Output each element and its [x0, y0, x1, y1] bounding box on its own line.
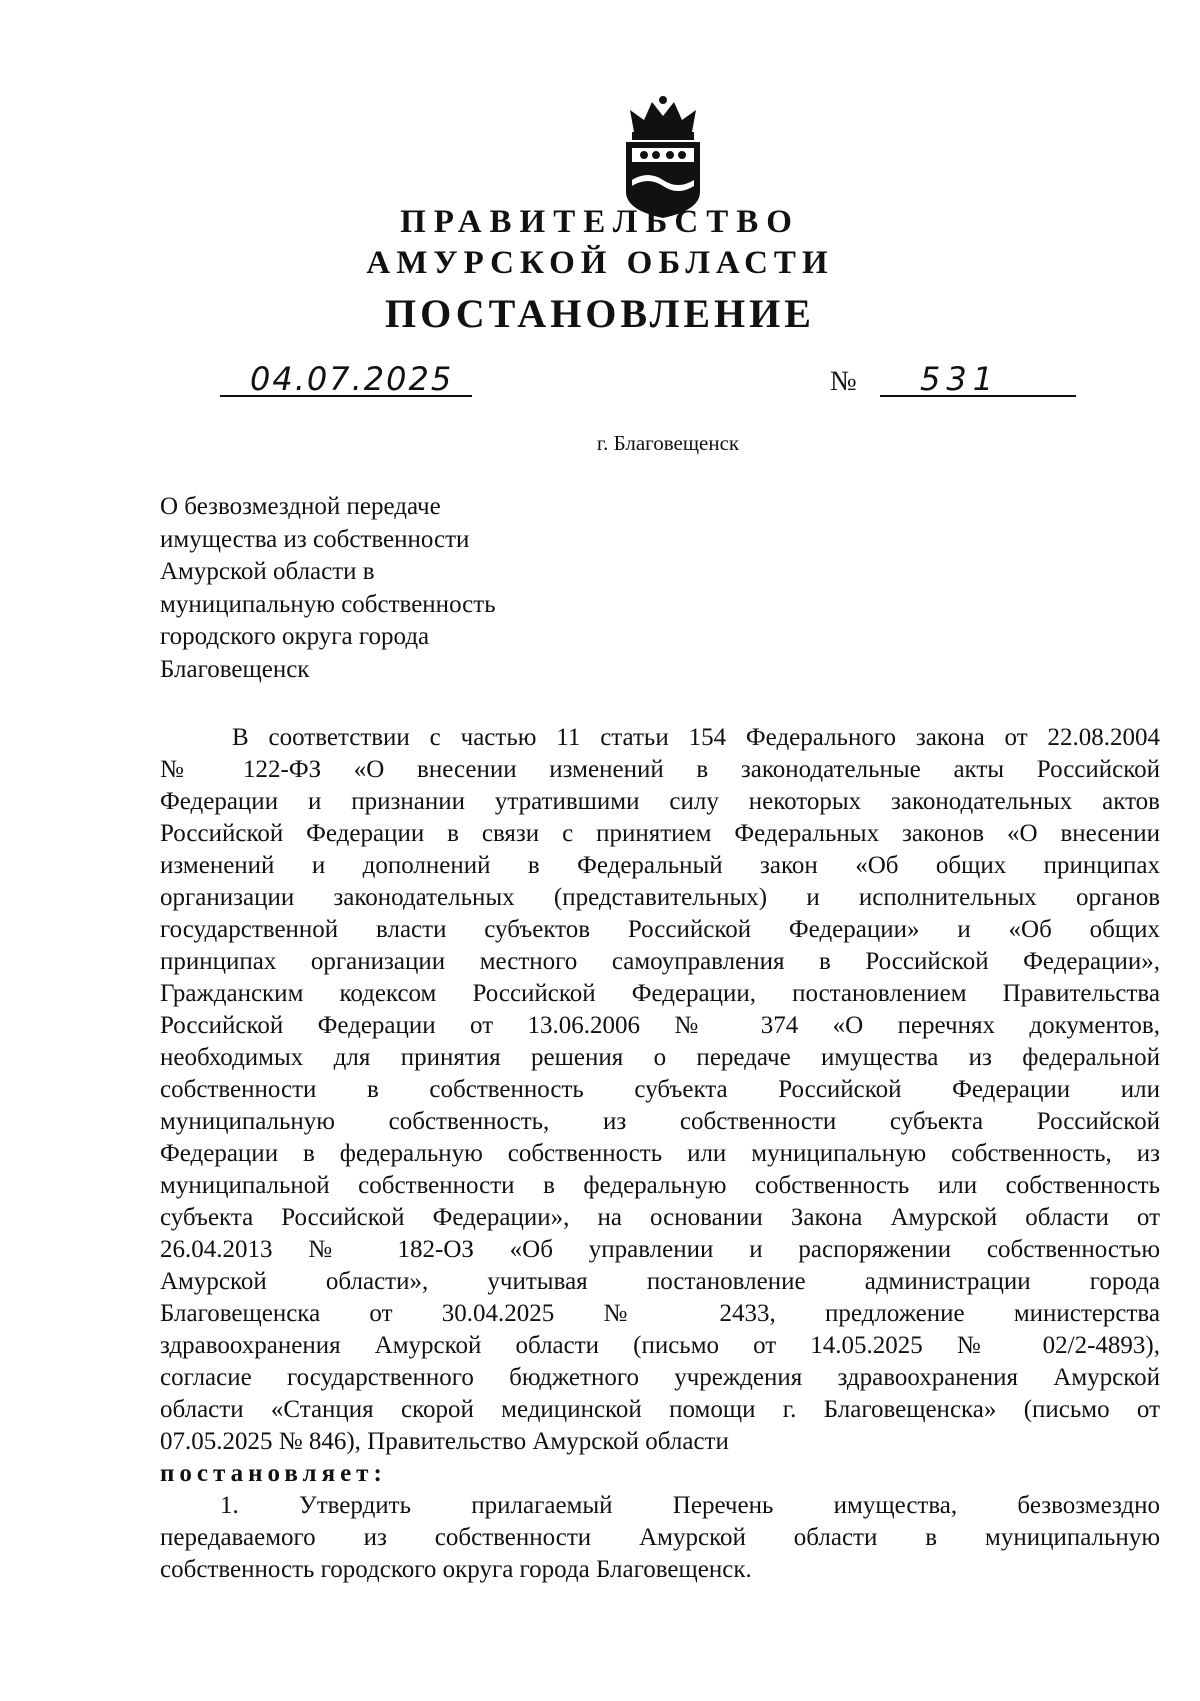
body-line: Российской Федерации от 13.06.2006 № 374 «О перечнях документов,	[160, 1012, 1160, 1039]
body-line: Гражданским кодексом Российской Федерации, постановлением Правительства	[160, 980, 1160, 1007]
number-sign: №	[830, 366, 857, 397]
item-line: передаваемого из собственности Амурской области в муниципальную	[160, 1524, 1160, 1551]
body-line: области «Станция скорой медицинской помощи г. Благовещенска» (письмо от	[160, 1396, 1160, 1423]
body-line: Федерации и признании утратившими силу некоторых законодательных актов	[160, 788, 1160, 815]
subject-line: городского округа города	[160, 623, 430, 650]
body-line: собственности в собственность субъекта Российской Федерации или	[160, 1076, 1160, 1103]
subject-line: Амурской области в	[160, 558, 375, 585]
document-date: 04.07.2025	[250, 360, 454, 398]
date-underline	[220, 395, 472, 397]
body-line: № 122-ФЗ «О внесении изменений в законодательные акты Российской	[160, 756, 1160, 783]
body-line: Благовещенска от 30.04.2025 № 2433, предложение министерства	[160, 1300, 1160, 1327]
body-line: Амурской области», учитывая постановление администрации города	[160, 1268, 1160, 1295]
body-line: В соответствии с частью 11 статьи 154 Федерального закона от 22.08.2004	[232, 724, 1160, 751]
body-line: муниципальной собственности в федеральную собственность или собственность	[160, 1172, 1160, 1199]
body-line: 26.04.2013 № 182-ОЗ «Об управлении и распоряжении собственностью	[160, 1236, 1160, 1263]
document-body	[160, 722, 1160, 1586]
subject-line: имущества из собственности	[160, 525, 470, 553]
body-line: Федерации в федеральную собственность или муниципальную собственность, из	[160, 1140, 1160, 1167]
item-line: 1. Утвердить прилагаемый Перечень имущества, безвозмездно	[220, 1492, 1160, 1519]
subject-line: О безвозмездной передаче	[160, 493, 441, 520]
body-line: организации законодательных (представительных) и исполнительных органов	[160, 884, 1160, 911]
body-line: принципах организации местного самоуправления в Российской Федерации»,	[160, 948, 1160, 975]
body-line: 07.05.2025 № 846), Правительство Амурской области	[160, 1428, 729, 1455]
body-line: субъекта Российской Федерации», на основании Закона Амурской области от	[160, 1204, 1160, 1231]
body-line: муниципальную собственность, из собственности субъекта Российской	[160, 1108, 1160, 1135]
document-type: ПОСТАНОВЛЕНИЕ	[385, 291, 815, 336]
subject-line: муниципальную собственность	[160, 590, 496, 618]
body-line: согласие государственного бюджетного учреждения здравоохранения Амурской	[160, 1364, 1160, 1391]
coat-of-arms-emblem	[620, 92, 706, 220]
subject-line: Благовещенск	[160, 655, 310, 683]
document-number: 531	[920, 360, 1000, 398]
region-title: АМУРСКОЙ ОБЛАСТИ	[366, 245, 834, 281]
document-subject	[160, 491, 620, 686]
body-line: изменений и дополнений в Федеральный закон «Об общих принципах	[160, 852, 1160, 879]
number-underline	[880, 395, 1076, 397]
government-title: ПРАВИТЕЛЬСТВО	[400, 204, 800, 240]
decree-word: постановляет:	[160, 1460, 387, 1487]
city: г. Благовещенск	[596, 431, 740, 455]
item-line: собственность городского округа города Благовещенск.	[160, 1556, 752, 1583]
body-line: здравоохранения Амурской области (письмо от 14.05.2025 № 02/2-4893),	[160, 1332, 1160, 1359]
body-line: Российской Федерации в связи с принятием Федеральных законов «О внесении	[160, 820, 1160, 847]
body-line: необходимых для принятия решения о передаче имущества из федеральной	[160, 1044, 1160, 1071]
body-line: государственной власти субъектов Российской Федерации» и «Об общих	[160, 916, 1160, 943]
